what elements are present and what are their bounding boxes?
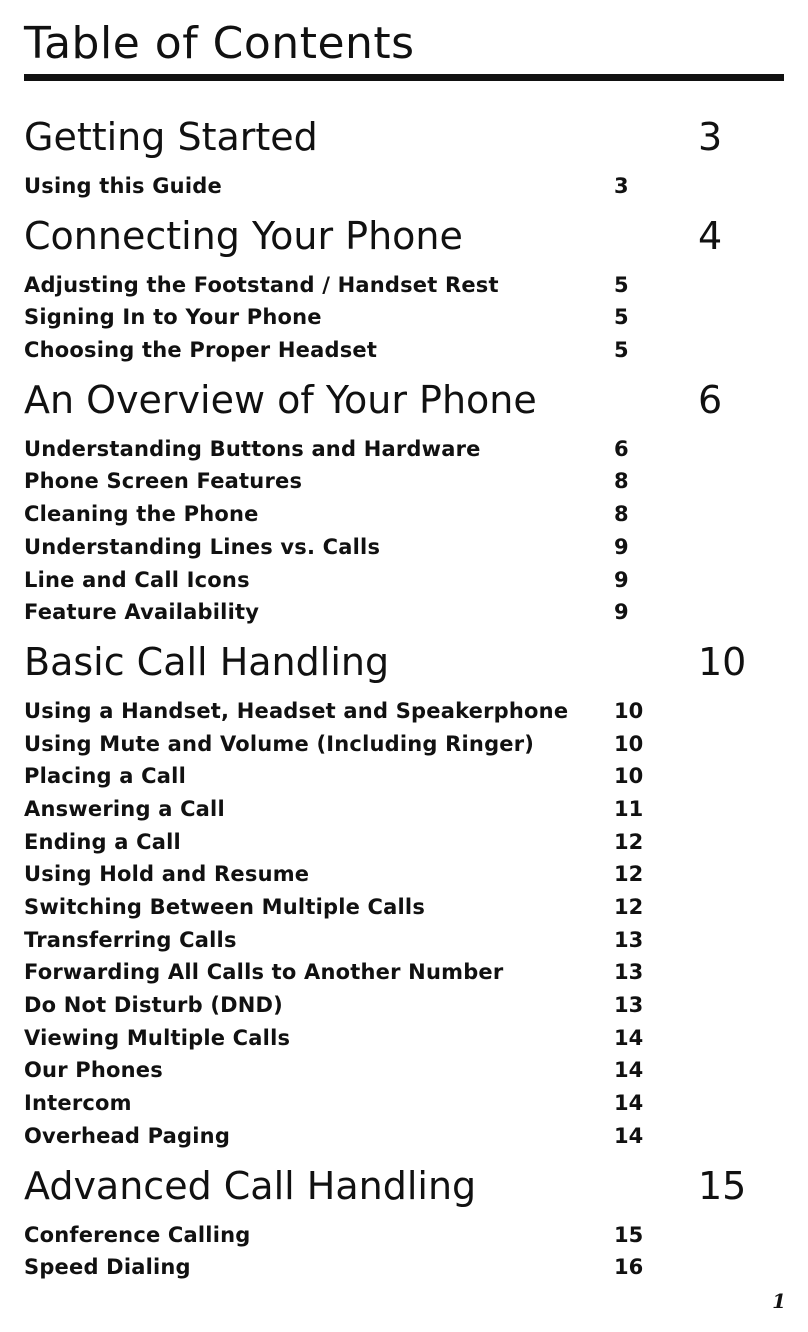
toc-entry[interactable]	[24, 760, 784, 793]
toc-entry-page: 10	[614, 764, 644, 789]
section-heading-label: Advanced Call Handling	[24, 1163, 477, 1208]
toc-entry[interactable]	[24, 695, 784, 728]
toc-entry-label: Line and Call Icons	[24, 567, 250, 592]
section-heading-label: Connecting Your Phone	[24, 213, 463, 258]
toc-entry-label: Using Mute and Volume (Including Ringer)	[24, 731, 535, 756]
toc-entry-label: Forwarding All Calls to Another Number	[24, 960, 504, 985]
toc-entry-label: Understanding Lines vs. Calls	[24, 534, 381, 559]
toc-entry[interactable]	[24, 334, 784, 367]
toc-entry[interactable]	[24, 826, 784, 859]
toc-entry[interactable]	[24, 301, 784, 334]
section-heading-label: Basic Call Handling	[24, 639, 390, 684]
toc-entry-page: 9	[614, 600, 629, 625]
toc-entry-page: 14	[614, 1058, 644, 1083]
toc-entry-label: Overhead Paging	[24, 1123, 231, 1148]
toc-entry[interactable]	[24, 465, 784, 498]
toc-entry-label: Signing In to Your Phone	[24, 305, 322, 330]
toc-entry-label: Switching Between Multiple Calls	[24, 895, 426, 919]
toc-entry[interactable]	[24, 728, 784, 761]
section-heading-page: 10	[698, 639, 747, 684]
toc-entry-label: Answering a Call	[24, 796, 225, 821]
toc-entry-label: Using Hold and Resume	[24, 862, 310, 887]
toc-entry-page: 11	[614, 796, 644, 821]
toc-entry-page: 14	[614, 1091, 644, 1116]
toc-entry-label: Our Phones	[24, 1058, 163, 1083]
toc-entry-label: Transferring Calls	[24, 927, 237, 952]
toc-entry-label: Speed Dialing	[24, 1255, 191, 1280]
toc-entry-label: Understanding Buttons and Hardware	[24, 436, 481, 461]
toc-entry[interactable]	[24, 433, 784, 466]
toc-entry-page: 6	[614, 436, 629, 461]
section-entries	[24, 164, 784, 209]
toc-entry[interactable]	[24, 498, 784, 531]
section-heading[interactable]	[24, 635, 784, 689]
toc-entry-page: 10	[614, 731, 644, 756]
toc-entry[interactable]	[24, 1054, 784, 1087]
toc-entry[interactable]	[24, 170, 784, 203]
toc-entry-page: 10	[614, 698, 644, 723]
section-heading[interactable]	[24, 1159, 784, 1213]
page-title: Table of Contents	[24, 18, 415, 69]
section-heading[interactable]	[24, 209, 784, 263]
toc-section	[24, 1159, 784, 1290]
toc-section	[24, 635, 784, 1159]
section-heading-label: Getting Started	[24, 115, 318, 159]
section-entries	[24, 427, 784, 635]
toc-entry-label: Placing a Call	[24, 764, 186, 789]
toc-section	[24, 373, 784, 635]
toc-entry[interactable]	[24, 1087, 784, 1120]
section-entries	[24, 263, 784, 373]
toc-entry-label: Using this Guide	[24, 174, 222, 198]
toc-entry[interactable]	[24, 891, 784, 924]
toc-entry-label: Phone Screen Features	[24, 469, 303, 494]
toc-entry-page: 16	[614, 1255, 644, 1280]
toc-entry[interactable]	[24, 1251, 784, 1284]
toc-section	[24, 110, 784, 209]
toc-entry[interactable]	[24, 1219, 784, 1252]
section-heading-page: 3	[698, 115, 723, 159]
section-heading-page: 4	[698, 213, 723, 258]
toc-entry[interactable]	[24, 564, 784, 597]
toc-entry-page: 12	[614, 895, 644, 919]
toc-entry-page: 5	[614, 305, 629, 330]
section-entries	[24, 689, 784, 1159]
section-heading[interactable]	[24, 373, 784, 427]
toc-entry-label: Cleaning the Phone	[24, 502, 259, 527]
section-heading-page: 15	[698, 1163, 747, 1208]
toc-entry-label: Adjusting the Footstand / Handset Rest	[24, 272, 499, 297]
toc-entry-label: Conference Calling	[24, 1222, 251, 1247]
toc-entry-label: Viewing Multiple Calls	[24, 1025, 291, 1050]
toc-entry-page: 9	[614, 534, 629, 559]
toc-entry-label: Do Not Disturb (DND)	[24, 993, 283, 1018]
toc-entry-label: Choosing the Proper Headset	[24, 338, 378, 363]
toc-entry[interactable]	[24, 596, 784, 629]
toc-entry-page: 13	[614, 960, 644, 985]
toc-entry[interactable]	[24, 956, 784, 989]
toc-entry[interactable]	[24, 1022, 784, 1055]
toc-entry[interactable]	[24, 793, 784, 826]
section-heading-page: 6	[698, 377, 723, 422]
toc-entry-page: 5	[614, 272, 629, 297]
toc-entry-page: 14	[614, 1025, 644, 1050]
toc-entry[interactable]	[24, 924, 784, 957]
toc-entry-label: Intercom	[24, 1091, 132, 1116]
toc-entry-page: 12	[614, 862, 644, 887]
toc-entry-page: 12	[614, 829, 644, 854]
toc-entry-page: 9	[614, 567, 629, 592]
toc-entry-page: 15	[614, 1222, 644, 1247]
toc-entry-label: Using a Handset, Headset and Speakerphone	[24, 698, 569, 723]
toc-entry[interactable]	[24, 989, 784, 1022]
section-entries	[24, 1213, 784, 1290]
toc-entry-label: Ending a Call	[24, 829, 181, 854]
toc-entry[interactable]	[24, 858, 784, 891]
section-heading-label: An Overview of Your Phone	[24, 377, 537, 422]
table-of-contents	[24, 110, 784, 1290]
toc-entry-page: 13	[614, 927, 644, 952]
toc-entry-label: Feature Availability	[24, 600, 260, 625]
toc-entry-page: 5	[614, 338, 629, 363]
toc-section	[24, 209, 784, 373]
page-number: 1	[772, 1289, 786, 1313]
toc-entry-page: 13	[614, 993, 644, 1018]
toc-entry[interactable]	[24, 269, 784, 302]
toc-entry-page: 8	[614, 469, 629, 494]
toc-entry[interactable]	[24, 1120, 784, 1153]
toc-entry[interactable]	[24, 531, 784, 564]
toc-entry-page: 14	[614, 1123, 644, 1148]
title-rule	[24, 74, 784, 81]
toc-entry-page: 8	[614, 502, 629, 527]
toc-entry-page: 3	[614, 174, 629, 198]
section-heading[interactable]	[24, 110, 784, 164]
